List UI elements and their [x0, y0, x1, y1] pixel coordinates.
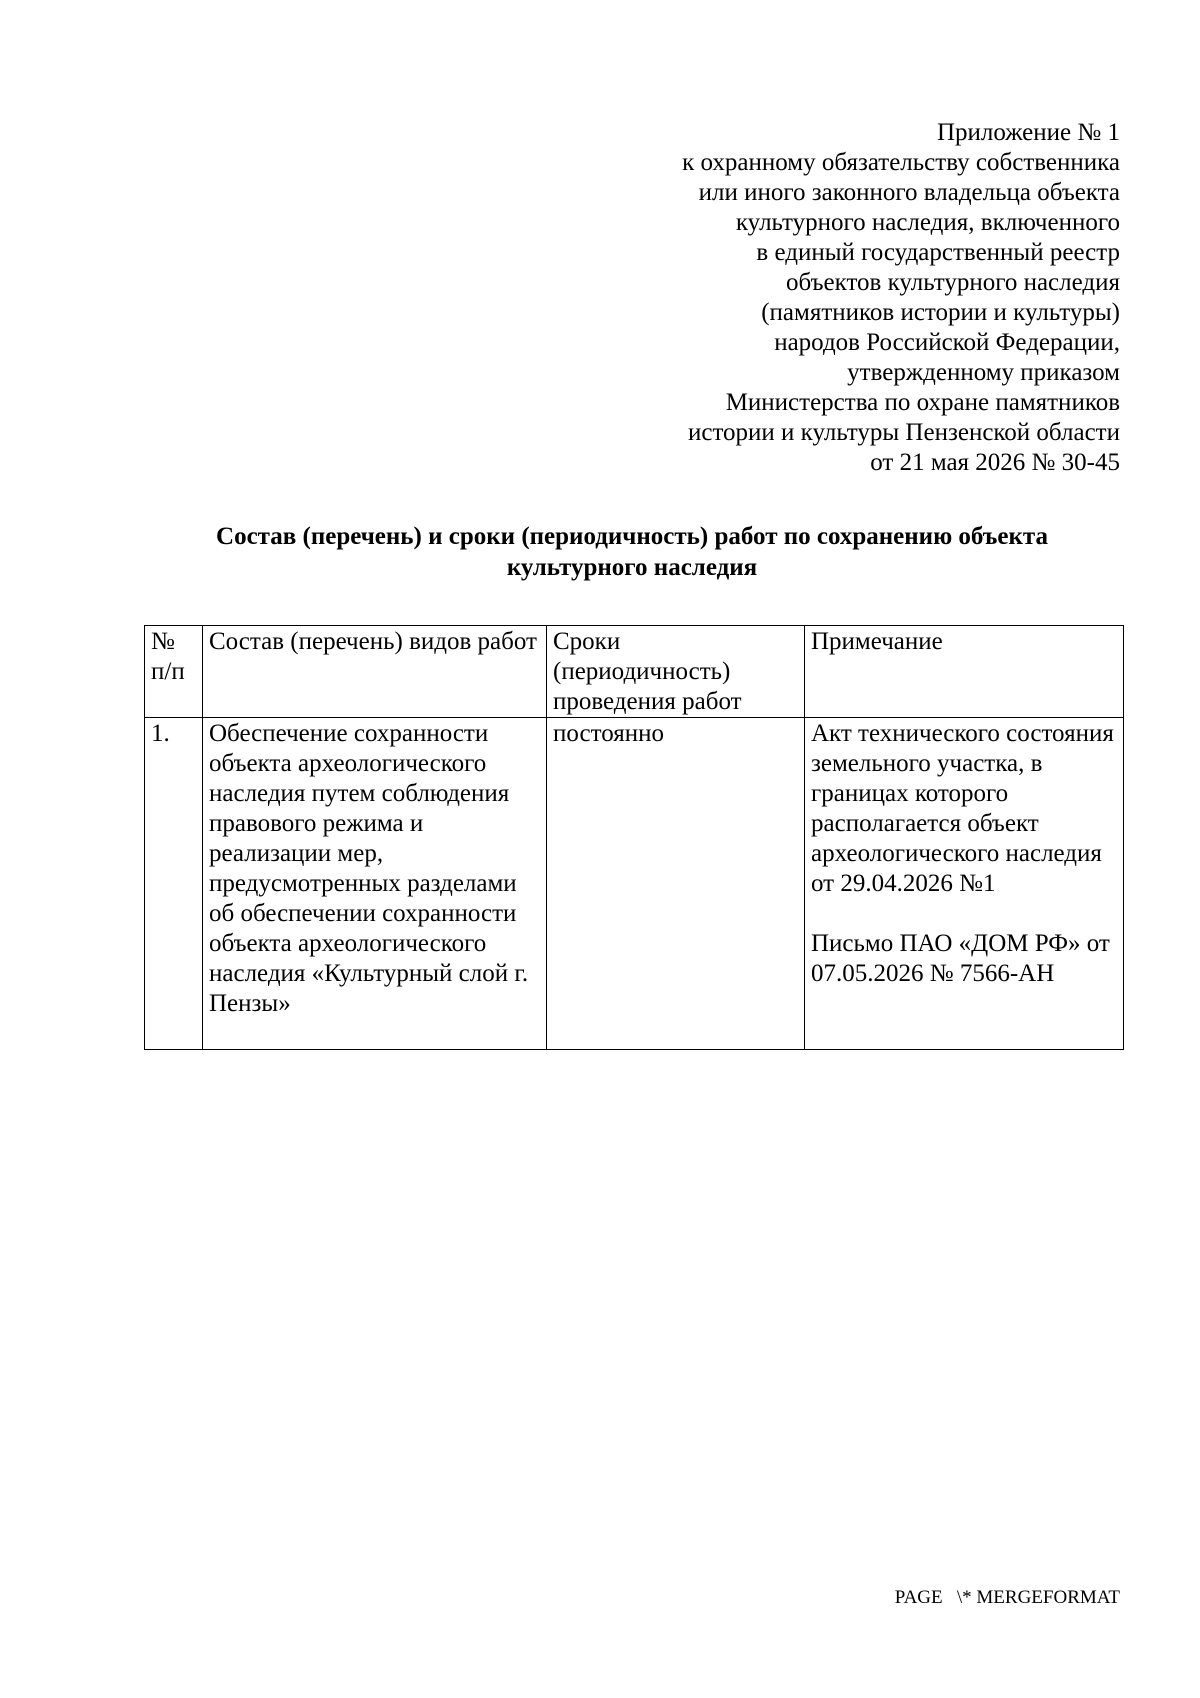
- appendix-line: объектов культурного наследия: [786, 269, 1120, 296]
- note-letter: Письмо ПАО «ДОМ РФ» от 07.05.2026 № 7566-АН: [811, 930, 1110, 987]
- table-row: [145, 718, 1124, 1050]
- note-spacer: [811, 899, 1117, 929]
- header-note: Примечание: [805, 626, 1124, 718]
- cell-note: [805, 718, 1124, 1050]
- appendix-line: утвержденному приказом: [847, 359, 1120, 386]
- header-work-list: Состав (перечень) видов работ: [203, 626, 547, 718]
- appendix-line: в единый государственный реестр: [756, 239, 1120, 266]
- works-table: [144, 625, 1124, 1050]
- table-header-row: [145, 626, 1124, 718]
- page-footer: PAGE \* MERGEFORMAT: [894, 1587, 1120, 1608]
- cell-work: Обеспечение сохранности объекта археологического наследия путем соблюдения правового режима и реализации мер, предусмотренных разделами об обеспечении сохранности объекта археологического наследия «Культурный слой г. Пензы»: [203, 718, 547, 1050]
- appendix-line: народов Российской Федерации,: [774, 329, 1120, 356]
- note-act: Акт технического состояния земельного участка, в границах которого располагается объект археологического наследия от 29.04.2026 №1: [811, 720, 1114, 897]
- document-title-line-1: Состав (перечень) и сроки (периодичность) работ по сохранению объекта: [216, 523, 1048, 550]
- cell-number: 1.: [145, 718, 203, 1050]
- appendix-line: Приложение № 1: [936, 119, 1120, 146]
- appendix-header: [500, 118, 1120, 478]
- appendix-line: к охранному обязательству собственника: [682, 149, 1120, 176]
- document-title-line-2: культурного наследия: [506, 554, 758, 581]
- cell-period: постоянно: [547, 718, 805, 1050]
- header-number: № п/п: [145, 626, 203, 718]
- document-title: [144, 521, 1120, 583]
- appendix-line: (памятников истории и культуры): [761, 299, 1120, 326]
- appendix-line: истории и культуры Пензенской области: [687, 419, 1120, 446]
- appendix-line: культурного наследия, включенного: [735, 209, 1120, 236]
- appendix-line: или иного законного владельца объекта: [698, 179, 1120, 206]
- appendix-line: от 21 мая 2026 № 30-45: [870, 449, 1120, 476]
- header-period: Сроки (периодичность) проведения работ: [547, 626, 805, 718]
- appendix-line: Министерства по охране памятников: [725, 389, 1120, 416]
